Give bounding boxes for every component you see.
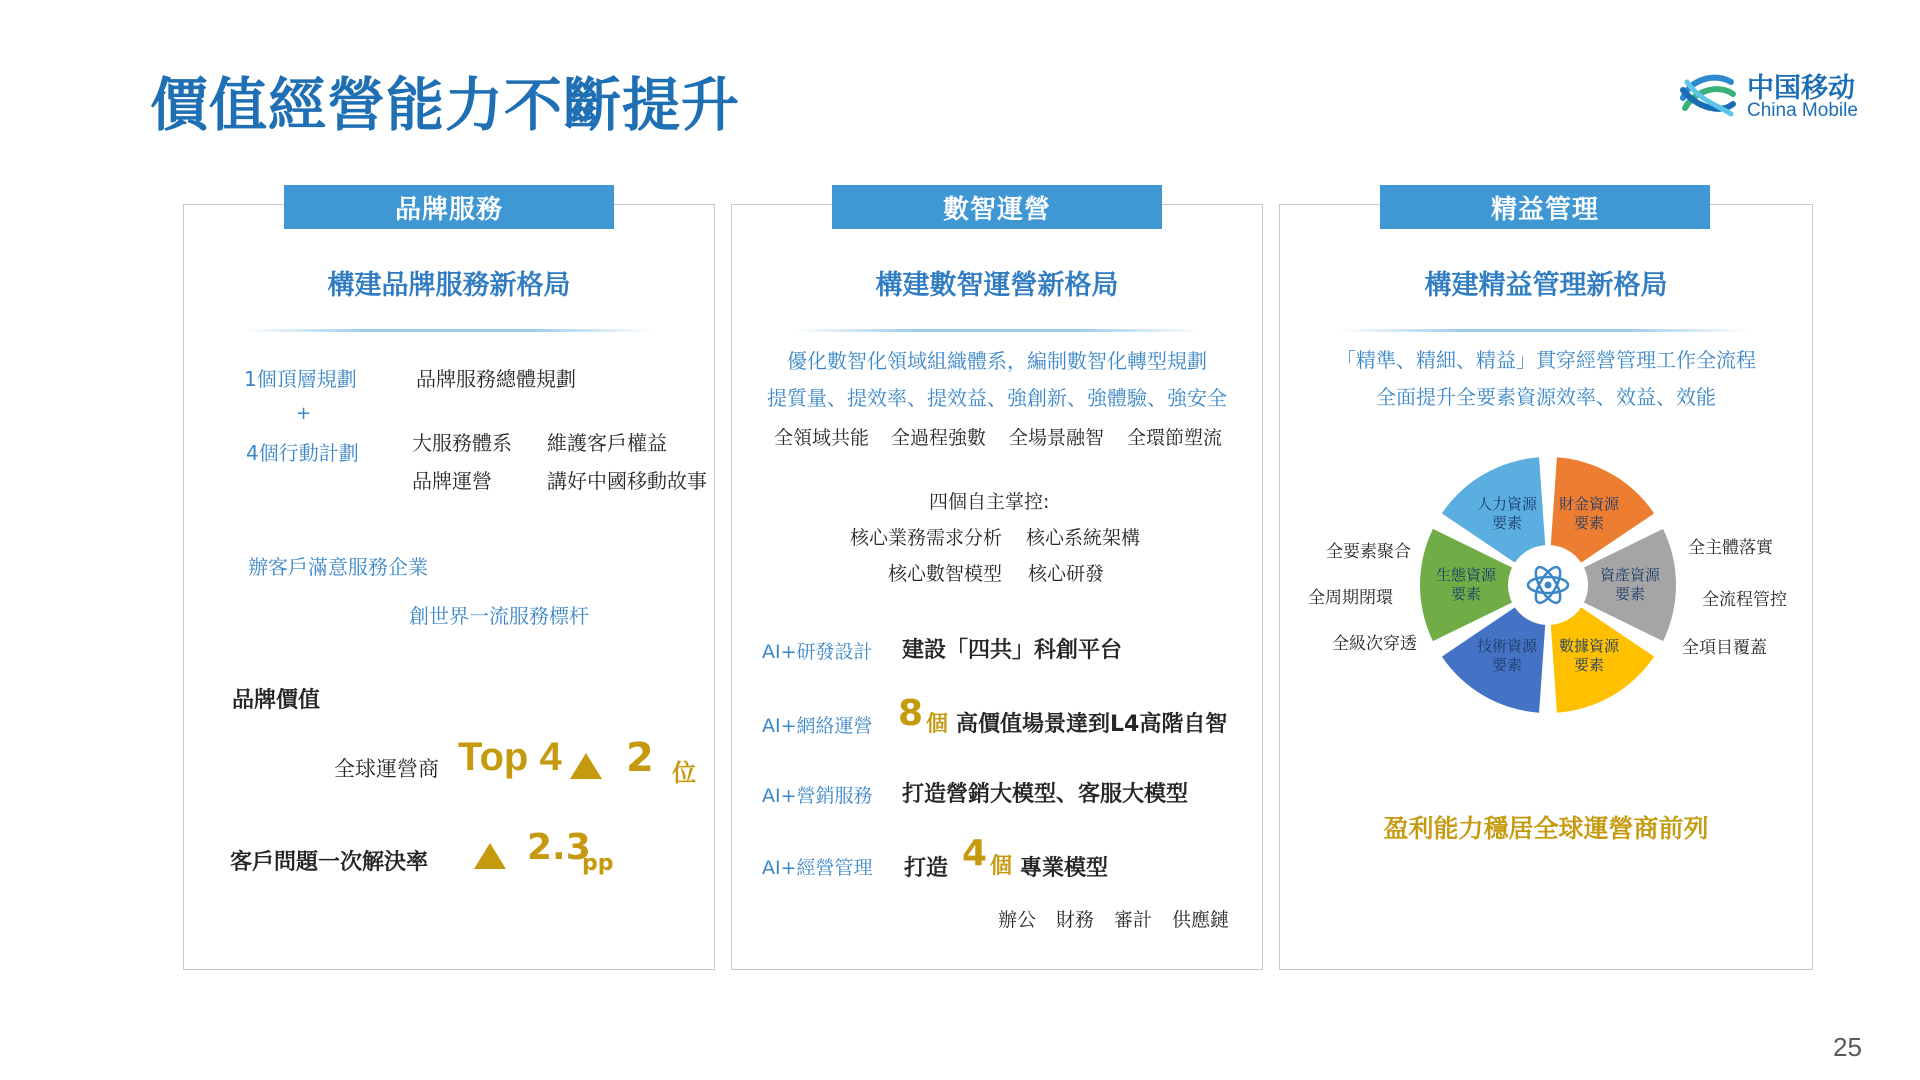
ai-network-unit: 個 (926, 712, 949, 737)
control-item: 核心業務需求分析 (850, 527, 1003, 549)
ai-management-number: 4 (962, 833, 988, 874)
rank-change-value: 2 (626, 735, 654, 781)
wheel-label-finance: 財金資源 要素 (1558, 494, 1619, 532)
org-system-text: 優化數智化領域組織體系，編制數智化轉型規劃 (787, 349, 1207, 373)
autonomous-control-title: 四個自主掌控: (929, 491, 1050, 513)
ai-network-number: 8 (898, 693, 924, 734)
logo-text-chinese: 中国移动 (1747, 73, 1855, 104)
panel-tab-brand-service: 品牌服務 (284, 185, 614, 229)
capability-item: 全場景融智 (1009, 427, 1105, 449)
ai-management-label: AI+經營管理 (762, 857, 873, 879)
element-aggregation-label: 全要素聚合 (1326, 542, 1411, 562)
management-item: 審計 (1114, 909, 1153, 931)
panel-tab-lean-management: 精益管理 (1380, 185, 1710, 229)
panel-heading: 構建精益管理新格局 (1424, 270, 1668, 301)
panel-tab-digital-operation: 數智運營 (832, 185, 1162, 229)
divider (1340, 329, 1750, 332)
panel-heading: 構建品牌服務新格局 (327, 270, 571, 301)
ai-rd-text: 建設「四共」科創平台 (902, 638, 1123, 663)
management-item: 供應鏈 (1172, 909, 1230, 931)
action-item: 品牌運營 (412, 469, 492, 493)
china-mobile-logo (1675, 62, 1875, 132)
management-item: 財務 (1056, 909, 1095, 931)
up-triangle-icon (474, 843, 506, 873)
control-item: 核心研發 (1028, 563, 1105, 585)
capability-item: 全過程強數 (891, 427, 987, 449)
china-mobile-logo-icon (1675, 62, 1741, 128)
divider (792, 329, 1202, 332)
rank-unit: 位 (672, 759, 696, 787)
lean-principle-text: 「精準、精細、精益」貫穿經營管理工作全流程 (1336, 348, 1756, 372)
action-item: 維護客戶權益 (547, 431, 667, 455)
ai-marketing-text: 打造營銷大模型、客服大模型 (902, 782, 1189, 807)
level-penetration-label: 全級次穿透 (1332, 634, 1417, 654)
wheel-label-data: 數據資源 要素 (1558, 637, 1619, 674)
management-item: 辦公 (998, 909, 1037, 931)
entity-implementation-label: 全主體落實 (1688, 538, 1773, 558)
ai-management-prefix: 打造 (904, 856, 949, 881)
page-number: 25 (1833, 1032, 1862, 1062)
top-level-plan-label: 1個頂層規劃 (244, 367, 357, 391)
page-title: 價值經營能力不斷提升 (150, 71, 741, 139)
resolution-rate-unit: pp (582, 851, 614, 876)
wheel-label-tech: 技術資源 要素 (1476, 637, 1537, 674)
control-item: 核心系統架構 (1026, 527, 1141, 549)
plus-sign: + (296, 403, 312, 424)
control-item: 核心數智模型 (888, 563, 1003, 585)
ai-network-text: 高價值場景達到L4高階自智 (956, 712, 1228, 737)
action-item: 大服務體系 (412, 431, 512, 455)
wheel-label-asset: 資產資源 要素 (1599, 566, 1660, 603)
goal-text: 辦客戶滿意服務企業 (248, 555, 428, 579)
ai-rd-label: AI+研發設計 (762, 641, 873, 663)
up-triangle-icon (570, 753, 602, 783)
ai-marketing-label: AI+營銷服務 (762, 785, 873, 807)
digital-operation-panel (731, 194, 1263, 970)
ai-network-label: AI+網絡運營 (762, 715, 873, 737)
wheel-label-hr: 人力資源 要素 (1476, 494, 1537, 532)
resolution-rate-label: 客戶問題一次解決率 (230, 850, 429, 875)
brand-value-title: 品牌價值 (232, 688, 321, 713)
panel-heading: 構建數智運營新格局 (875, 270, 1119, 301)
rank-value: Top 4 (458, 735, 562, 779)
ai-management-text: 專業模型 (1020, 856, 1109, 881)
top-level-plan-value: 品牌服務總體規劃 (416, 367, 576, 391)
divider (244, 329, 654, 332)
capability-item: 全領域共能 (774, 427, 870, 449)
action-plan-label: 4個行動計劃 (246, 441, 359, 465)
atom-icon (1523, 560, 1573, 610)
resource-elements-wheel (1418, 455, 1678, 715)
brand-service-panel (183, 194, 715, 970)
goal-text: 創世界一流服務標杆 (409, 604, 589, 628)
lifecycle-loop-label: 全周期閉環 (1308, 588, 1393, 608)
wheel-label-eco: 生態資源 要素 (1435, 566, 1496, 603)
ai-management-unit: 個 (990, 854, 1013, 879)
profitability-conclusion: 盈利能力穩居全球運營商前列 (1383, 814, 1709, 843)
global-operator-label: 全球運營商 (334, 757, 439, 781)
quality-efficiency-text: 提質量、提效率、提效益、強創新、強體驗、強安全 (767, 386, 1227, 410)
process-control-label: 全流程管控 (1702, 590, 1787, 610)
action-item: 講好中國移動故事 (547, 469, 707, 493)
efficiency-text: 全面提升全要素資源效率、效益、效能 (1376, 385, 1716, 409)
logo-text-english: China Mobile (1747, 100, 1858, 121)
project-coverage-label: 全項目覆蓋 (1682, 638, 1767, 658)
resolution-rate-value: 2.3 (527, 827, 591, 868)
capability-item: 全環節塑流 (1127, 427, 1223, 449)
